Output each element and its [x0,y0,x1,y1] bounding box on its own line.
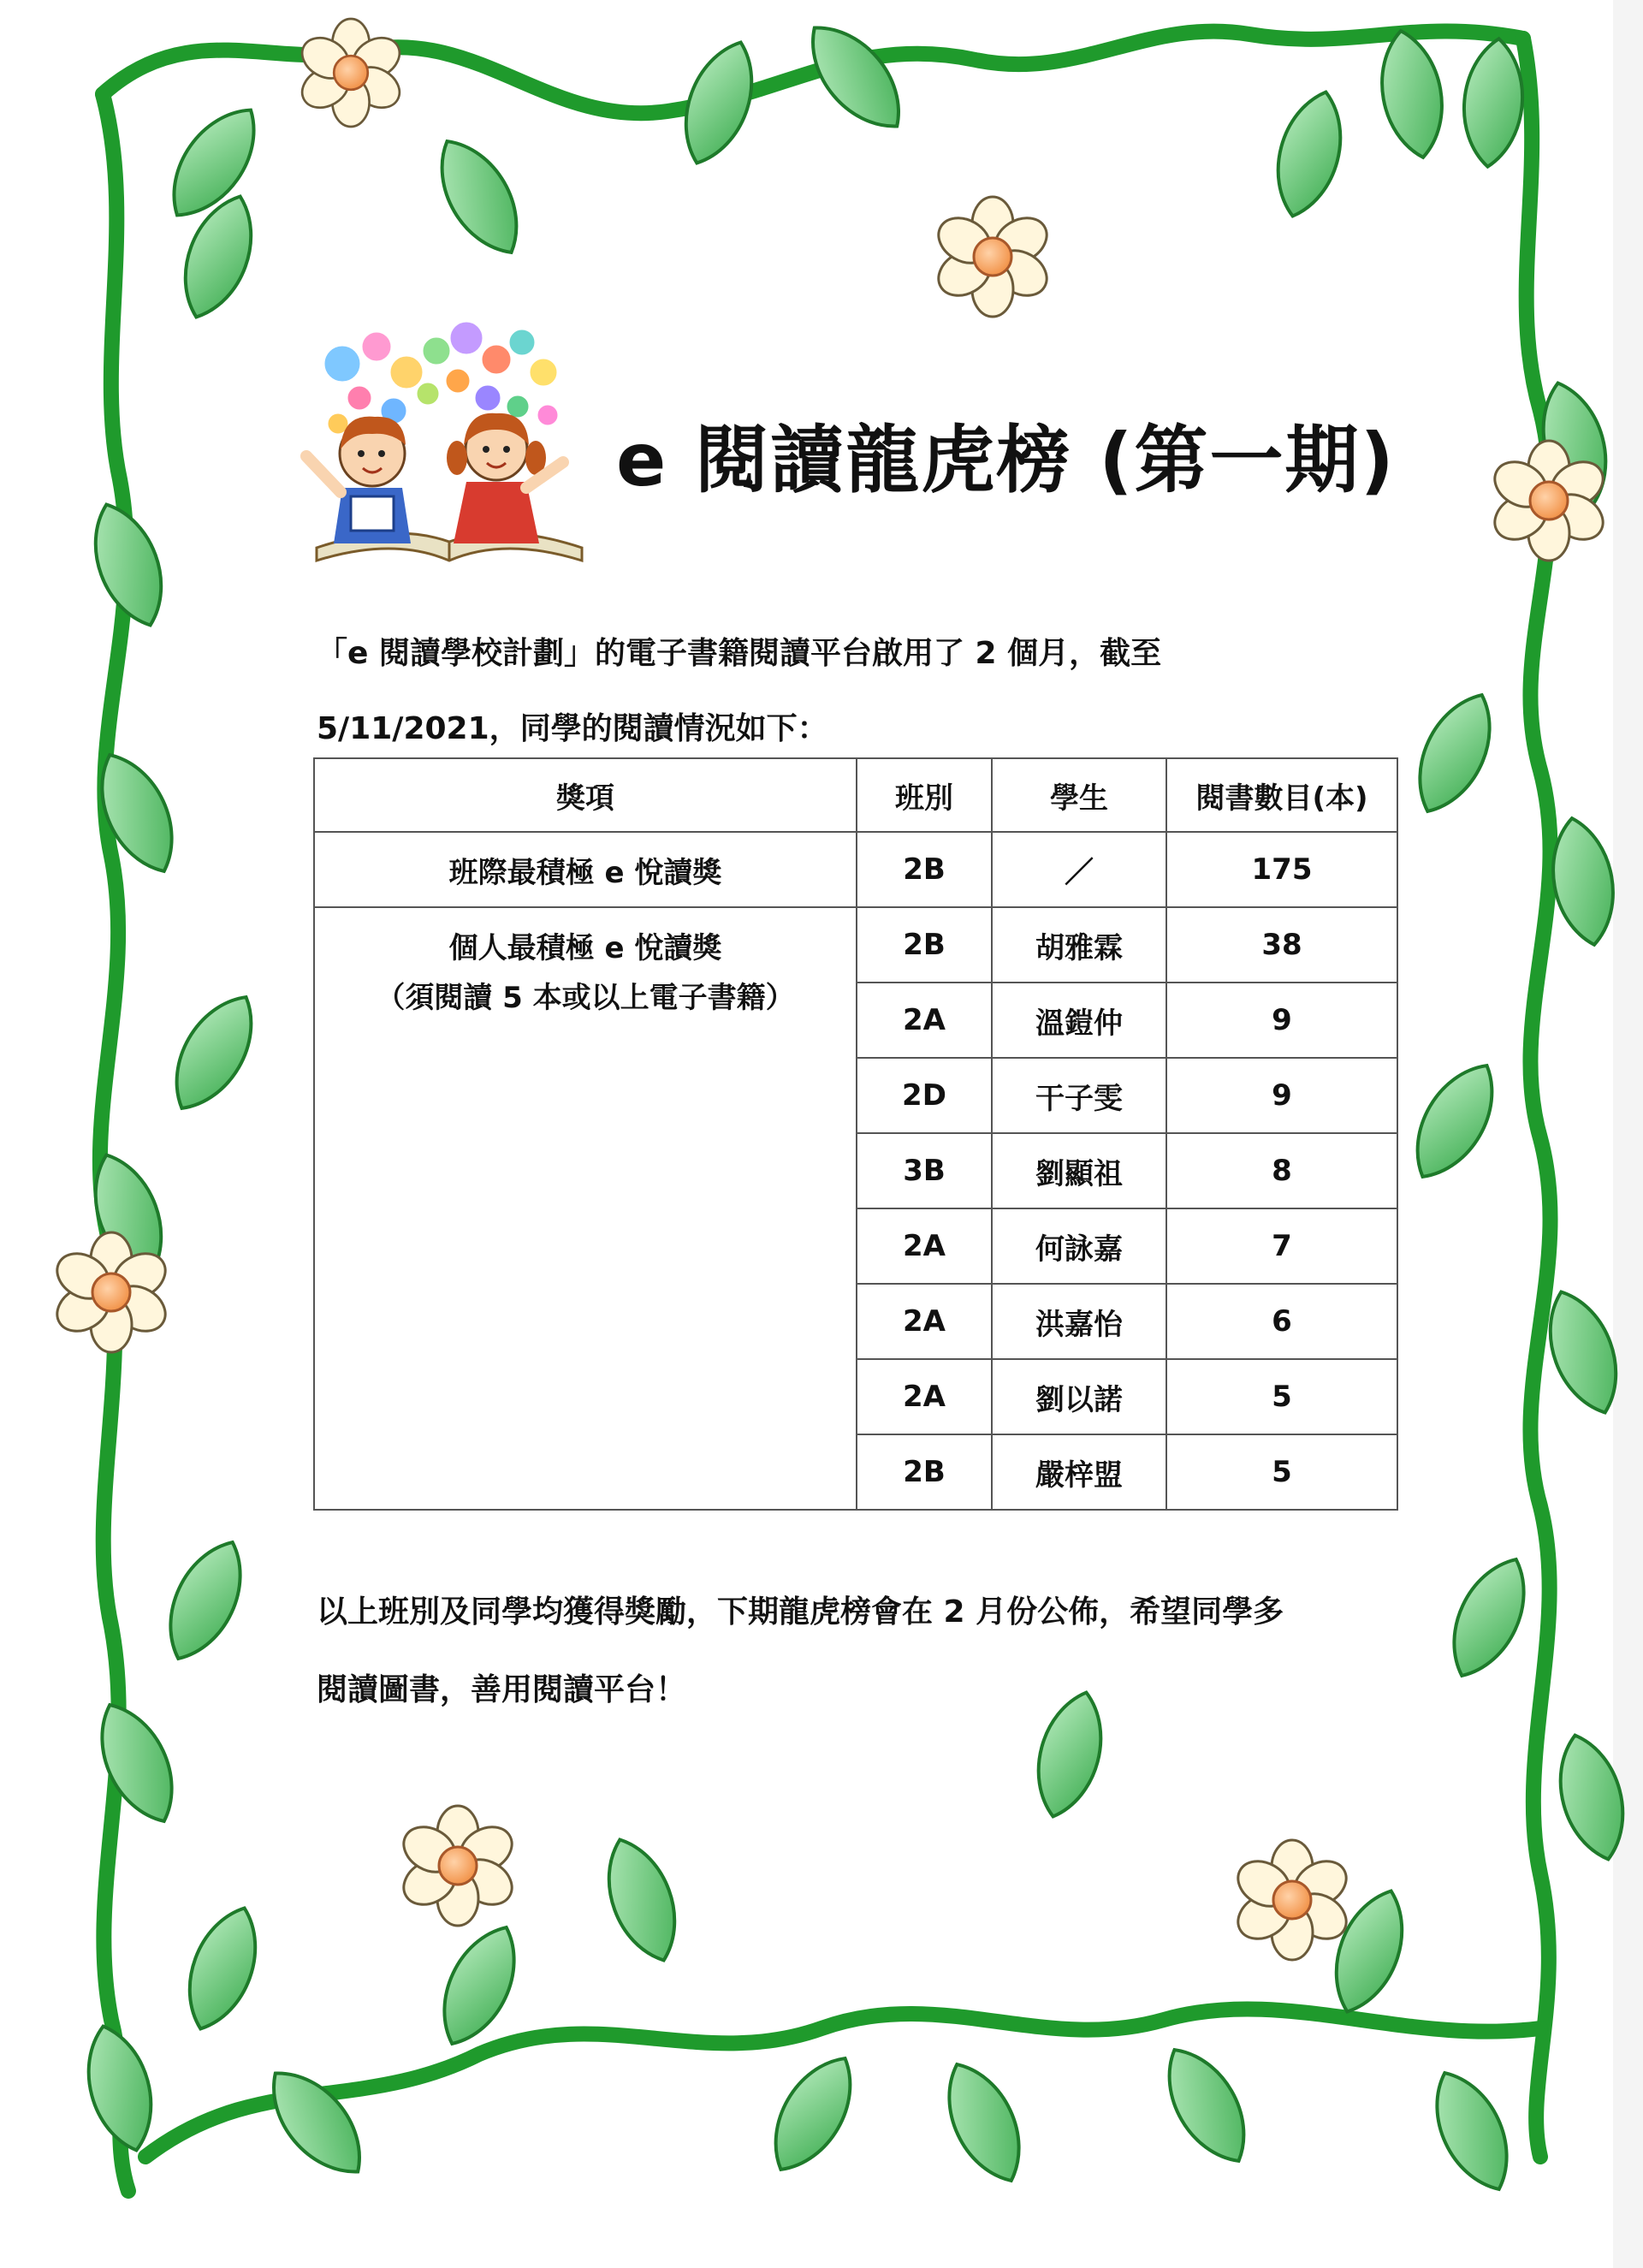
books-cell: 175 [1166,832,1397,907]
student-cell: 何詠嘉 [992,1208,1166,1284]
header-class: 班別 [857,758,992,832]
individual-award-cell [314,907,857,1510]
icon-bubble [529,358,558,387]
header-student: 學生 [992,758,1166,832]
header-award: 獎項 [314,758,857,832]
table-row [314,907,1397,983]
icon-bubble [389,355,424,389]
student-cell: 嚴梓盟 [992,1434,1166,1510]
intro-text-line-1: 「e 閱讀學校計劃」的電子書籍閱讀平台啟用了 2 個月，截至 [317,636,1162,671]
class-cell: 2D [857,1058,992,1133]
leaf-shape [152,1530,259,1671]
leaf-shape [1149,2035,1263,2176]
books-cell: 9 [1166,983,1397,1058]
vine-stroke [100,94,128,2191]
student-cell: 胡雅霖 [992,907,1166,983]
books-cell: 9 [1166,1058,1397,1133]
class-cell: 2A [857,983,992,1058]
flower-shape [395,1806,519,1926]
books-cell: 38 [1166,907,1397,983]
books-cell: 6 [1166,1284,1397,1359]
intro-text-line-2: 5/11/2021，同學的閱讀情況如下： [317,711,828,746]
kids-reading-logo [291,312,608,569]
leaf-shape [593,1830,691,1970]
class-cell: 2B [857,907,992,983]
leaf-shape [75,2019,164,2158]
icon-bubble [422,336,451,365]
leaf-shape [253,2055,380,2190]
icon-bubble [416,382,440,406]
class-cell: 2A [857,1359,992,1434]
student-cell: 劉以諾 [992,1359,1166,1434]
flower-shape [930,197,1054,317]
leaf-shape [1436,1547,1543,1688]
leaf-shape [931,2052,1038,2193]
individual-award-name: 個人最積極 e 悅讀獎 [448,931,722,965]
table-row [314,832,1397,907]
leaf-shape [174,1898,272,2039]
student-cell: 洪嘉怡 [992,1284,1166,1359]
page-title: e 閱讀龍虎榜 (第一期) [616,418,1396,503]
class-cell: 2A [857,1284,992,1359]
books-cell: 8 [1166,1133,1397,1208]
leaf-shape [1373,26,1452,162]
vine-stroke [1523,39,1551,2157]
books-cell: 7 [1166,1208,1397,1284]
flower-shape [295,19,407,127]
books-cell: 5 [1166,1359,1397,1434]
leaf-shape [756,2044,869,2184]
table-header-row [314,758,1397,832]
leaf-shape [1547,1728,1636,1867]
award-table [313,757,1398,1511]
class-cell: 2A [857,1208,992,1284]
class-award-name: 班際最積極 e 悅讀獎 [314,832,857,907]
icon-bubble [508,329,536,356]
individual-award-note: （須閱讀 5 本或以上電子書籍） [376,981,795,1015]
leaf-shape [80,495,178,635]
student-cell: 溫鎧仲 [992,983,1166,1058]
books-cell: 5 [1166,1434,1397,1510]
leaf-shape [1025,1685,1114,1824]
icon-bubble [474,384,501,412]
leaf-shape [1419,2061,1526,2201]
icon-bubble [445,368,471,394]
icon-bubble [537,404,559,426]
closing-text-line-2: 閱讀圖書，善用閱讀平台！ [317,1672,687,1707]
leaf-shape [84,1693,191,1833]
class-cell: 2B [857,832,992,907]
leaf-shape [1402,683,1509,823]
header-books: 閱書數目(本) [1166,758,1397,832]
closing-text-line-1: 以上班別及同學均獲得獎勵，下期龍虎榜會在 2 月份公佈，希望同學多 [317,1594,1284,1630]
icon-bubble [449,321,483,355]
icon-bubble [361,331,392,362]
student-cell: 干子雯 [992,1058,1166,1133]
leaf-shape [422,127,536,267]
leaf-shape [1459,36,1527,169]
class-cell: 2B [857,1434,992,1510]
icon-bubble [481,344,512,375]
class-cell: 3B [857,1133,992,1208]
leaf-shape [1397,1051,1511,1191]
icon-bubble [323,345,361,383]
student-cell: ／ [992,832,1166,907]
leaf-shape [1265,85,1354,223]
student-cell: 劉顯祖 [992,1133,1166,1208]
flower-shape [1230,1840,1354,1960]
icon-bubble [347,385,372,411]
leaf-shape [157,983,270,1123]
